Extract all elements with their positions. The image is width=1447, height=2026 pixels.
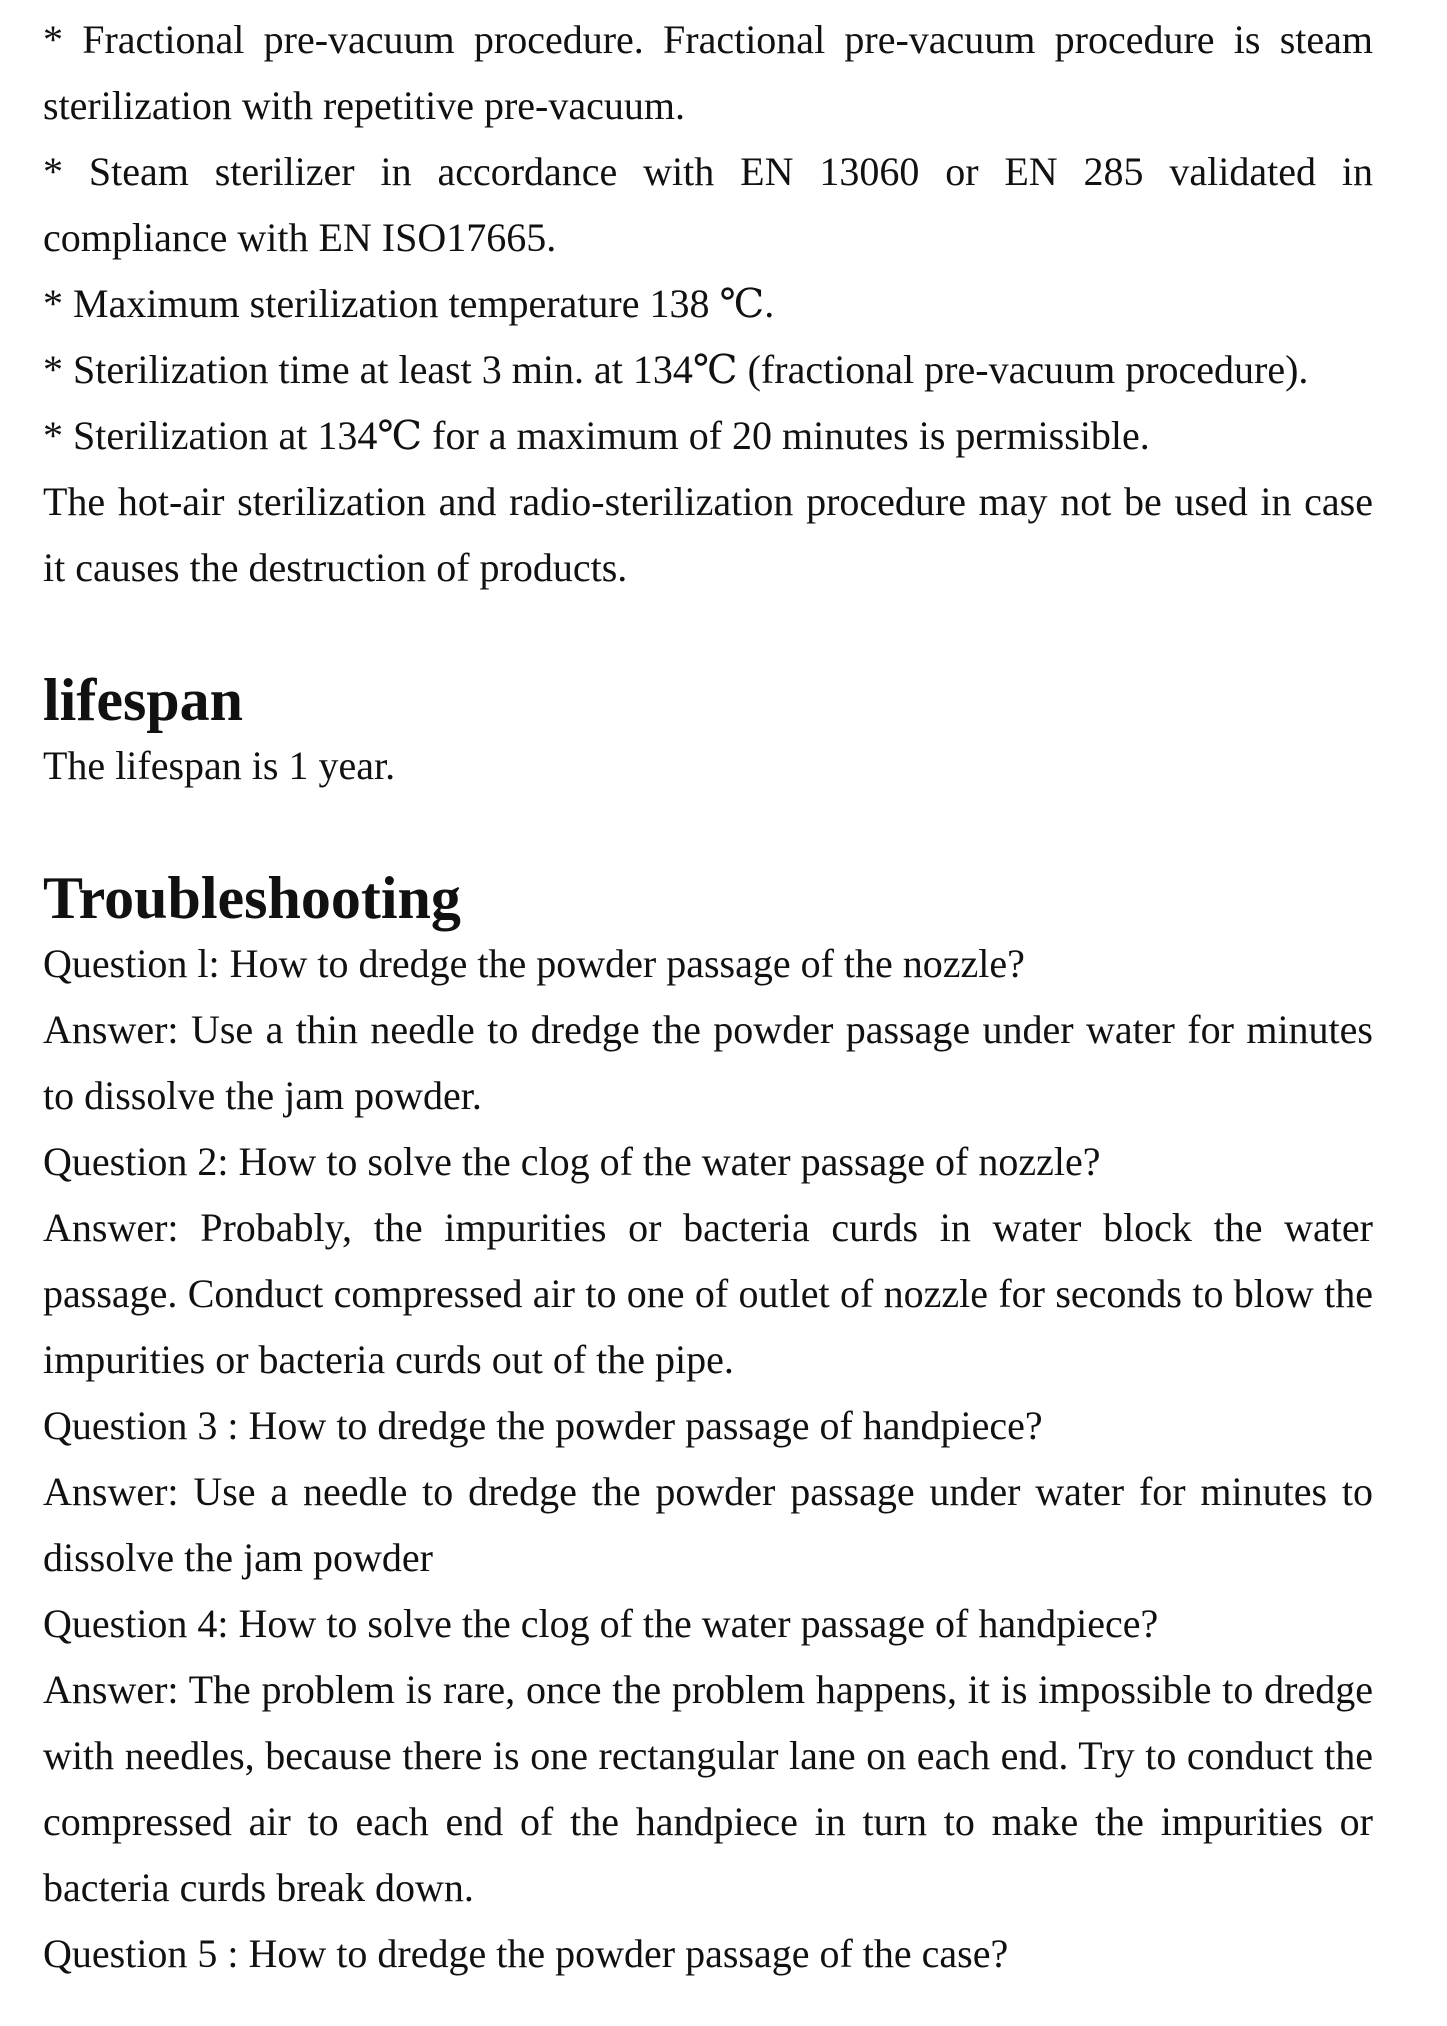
sterilization-note: The hot-air sterilization and radio-sterilization procedure may not be used in case it causes the destruction of products. — [43, 479, 1373, 590]
sterilization-item: * Maximum sterilization temperature 138 ℃. — [43, 281, 775, 326]
sterilization-item: * Fractional pre-vacuum procedure. Fractional pre-vacuum procedure is steam sterilization with repetitive pre-vacuum. — [43, 17, 1373, 128]
section-spacer — [43, 799, 1373, 865]
document-page — [43, 0, 1373, 1987]
sterilization-item: * Sterilization time at least 3 min. at 134℃ (fractional pre-vacuum procedure). — [43, 347, 1309, 392]
sterilization-item: * Steam sterilizer in accordance with EN 13060 or EN 285 validated in compliance with EN ISO17665. — [43, 149, 1373, 260]
answer-3: Answer: Use a needle to dredge the powder passage under water for minutes to dissolve the jam powder — [43, 1469, 1373, 1580]
lifespan-heading: lifespan — [43, 667, 244, 733]
answer-1: Answer: Use a thin needle to dredge the powder passage under water for minutes to dissolve the jam powder. — [43, 1007, 1373, 1118]
question-4: Question 4: How to solve the clog of the water passage of handpiece? — [43, 1601, 1159, 1646]
answer-4: Answer: The problem is rare, once the problem happens, it is impossible to dredge with needles, because there is one rectangular lane on each end. Try to conduct the compressed air to each end of the handpiece in turn to make the impurities or bacteria curds break down. — [43, 1667, 1373, 1910]
question-1: Question l: How to dredge the powder passage of the nozzle? — [43, 941, 1025, 986]
lifespan-text: The lifespan is 1 year. — [43, 743, 396, 788]
sterilization-section — [43, 7, 1373, 601]
top-spacer — [43, 0, 1373, 7]
troubleshooting-section — [43, 865, 1373, 1987]
troubleshooting-heading: Troubleshooting — [43, 865, 461, 931]
answer-2: Answer: Probably, the impurities or bacteria curds in water block the water passage. Conduct compressed air to one of outlet of nozzle for seconds to blow the impurities or bacteria curds out of the pipe. — [43, 1205, 1373, 1382]
sterilization-item: * Sterilization at 134℃ for a maximum of 20 minutes is permissible. — [43, 413, 1150, 458]
section-spacer — [43, 601, 1373, 667]
question-2: Question 2: How to solve the clog of the water passage of nozzle? — [43, 1139, 1101, 1184]
lifespan-section — [43, 667, 1373, 799]
question-3: Question 3 : How to dredge the powder passage of handpiece? — [43, 1403, 1043, 1448]
question-5: Question 5 : How to dredge the powder passage of the case? — [43, 1931, 1009, 1976]
